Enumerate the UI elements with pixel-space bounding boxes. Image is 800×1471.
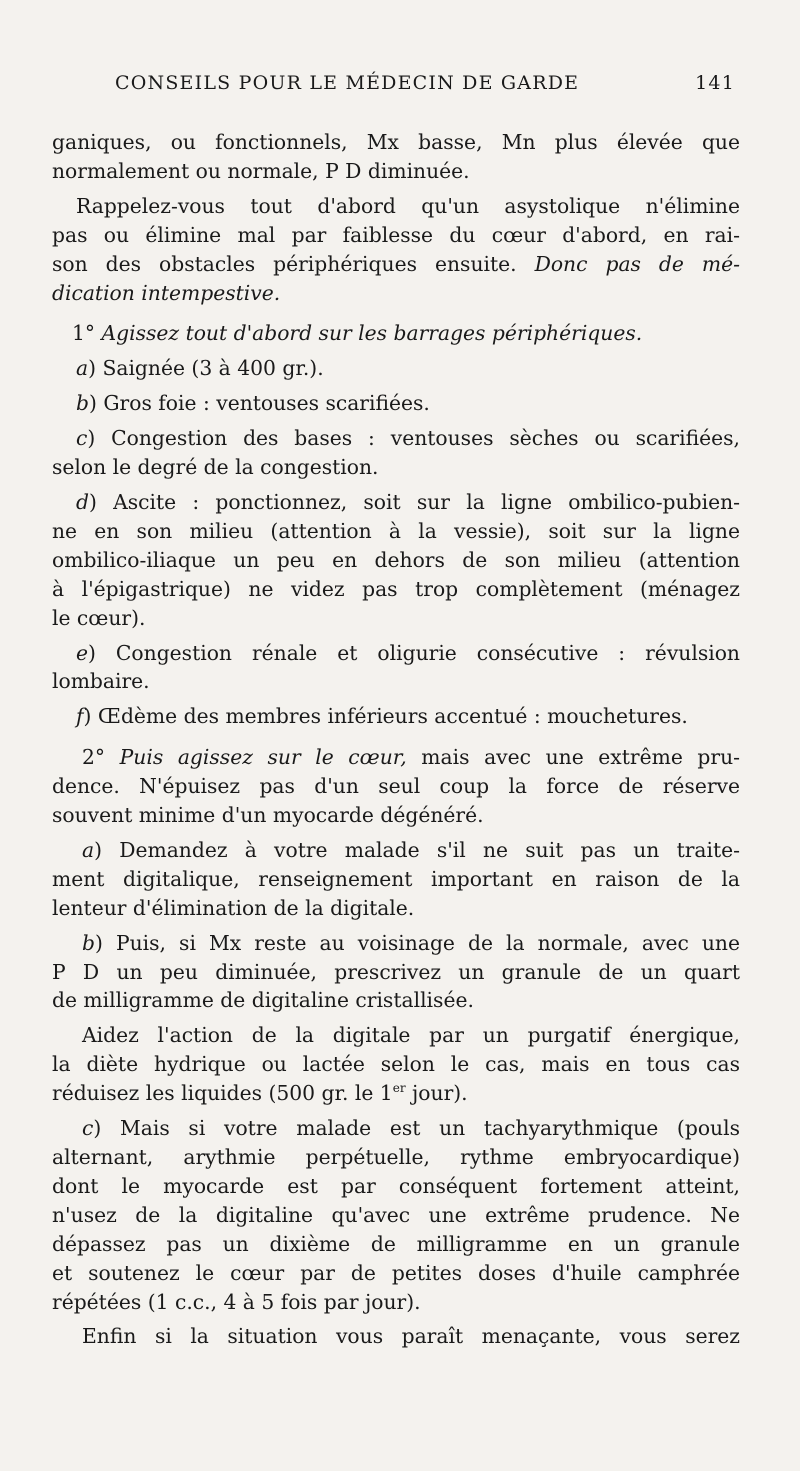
text-run: Aidez l'action de la digitale par un purgatif énergique, [82, 1023, 740, 1048]
paragraph [52, 702, 740, 731]
paragraph [52, 424, 740, 482]
paragraph [52, 128, 740, 186]
text-line [52, 221, 740, 250]
paragraph [52, 488, 740, 633]
text-line [52, 453, 740, 482]
italic-text: Puis agissez sur le cœur, [119, 745, 407, 770]
text-line [52, 424, 740, 453]
paragraph [52, 389, 740, 418]
text-line [52, 865, 740, 894]
text-run: souvent minime d'un myocarde dégénéré. [52, 803, 484, 828]
text-run: le cœur). [52, 605, 146, 630]
text-run: dont le myocarde est par conséquent fortement atteint, [52, 1173, 740, 1198]
text-line [52, 958, 740, 987]
text-run: n'usez de la digitaline qu'avec une extrême prudence. Ne [52, 1202, 740, 1227]
text-run: ombilico-iliaque un peu en dehors de son milieu (attention [52, 547, 740, 572]
running-header [115, 72, 735, 94]
italic-text: b [76, 391, 89, 416]
text-line [52, 1172, 740, 1201]
text-run: ganiques, ou fonctionnels, Mx basse, Mn plus élevée que [52, 130, 740, 154]
text-run: ) Mais si votre malade est un tachyarythmique (pouls [93, 1116, 740, 1141]
text-line [52, 702, 740, 731]
text-run: à l'épigastrique) ne videz pas trop complètement (ménagez [52, 576, 740, 601]
text-run: alternant, arythmie perpétuelle, rythme embryocardique) [52, 1145, 740, 1169]
italic-text: f [76, 704, 84, 729]
text-line [52, 1259, 740, 1288]
paragraph [52, 1021, 740, 1108]
text-run: et soutenez le cœur par de petites doses d'huile camphrée [52, 1260, 740, 1285]
text-run: 1° [72, 321, 102, 346]
paragraph [52, 743, 740, 830]
text-line [52, 1021, 740, 1050]
text-run: ) Saignée (3 à 400 gr.). [88, 356, 324, 381]
page-body [52, 128, 740, 1351]
paragraph [52, 192, 740, 308]
text-line [52, 743, 740, 772]
text-line [52, 389, 740, 418]
text-line [52, 639, 740, 668]
text-line [52, 1114, 740, 1143]
text-line [52, 192, 740, 221]
text-run: mais avec une extrême pru- [406, 745, 741, 770]
text-line [52, 894, 740, 923]
section-gap [52, 731, 740, 743]
paragraph [52, 354, 740, 383]
italic-text: e [76, 640, 89, 665]
text-run: dépassez pas un dixième de milligramme en un granule [52, 1231, 740, 1256]
text-run: ) Congestion rénale et oligurie consécutive : révulsion [88, 640, 740, 665]
text-run: la diète hydrique ou lactée selon le cas, mais en tous cas [52, 1052, 740, 1077]
text-line [52, 1288, 740, 1317]
text-line [52, 546, 740, 575]
italic-text: dication intempestive. [52, 280, 281, 305]
italic-text: b [82, 930, 95, 955]
paragraph [52, 639, 740, 697]
text-line [52, 279, 740, 308]
text-line [52, 929, 740, 958]
text-run: ) Œdème des membres inférieurs accentué : mouchetures. [83, 704, 688, 729]
italic-text: d [76, 489, 89, 514]
text-line [52, 1050, 740, 1079]
text-line [52, 319, 740, 348]
superscript: er [392, 1081, 406, 1096]
text-line [52, 986, 740, 1015]
text-run: ment digitalique, renseignement important en raison de la [52, 866, 740, 891]
paragraph [52, 836, 740, 923]
section-gap [52, 307, 740, 319]
text-run: Enfin si la situation vous paraît menaçante, vous serez [82, 1324, 740, 1349]
paragraph [52, 1322, 740, 1351]
text-run: ) Ascite : ponctionnez, soit sur la ligne ombilico-pubien- [88, 489, 740, 514]
text-line [52, 604, 740, 633]
text-run: 2° [82, 745, 120, 770]
italic-text: c [76, 426, 88, 451]
text-line [52, 667, 740, 696]
text-run: selon le degré de la congestion. [52, 455, 379, 480]
text-run: lombaire. [52, 669, 150, 694]
text-run: ne en son milieu (attention à la vessie), soit sur la ligne [52, 518, 740, 543]
paragraph [52, 929, 740, 1016]
text-line [52, 354, 740, 383]
text-run: pas ou élimine mal par faiblesse du cœur d'abord, en rai- [52, 222, 740, 247]
running-title: CONSEILS POUR LE MÉDECIN DE GARDE [115, 72, 580, 94]
text-run: ) Puis, si Mx reste au voisinage de la normale, avec une [94, 930, 740, 955]
text-line [52, 836, 740, 865]
text-line [52, 157, 740, 186]
text-line [52, 250, 740, 279]
text-line [52, 1143, 740, 1172]
paragraph [52, 1114, 740, 1316]
text-run: de milligramme de digitaline cristallisée. [52, 988, 474, 1013]
page-number: 141 [695, 72, 735, 94]
text-run: jour). [405, 1081, 468, 1106]
text-run: normalement ou normale, P D diminuée. [52, 158, 470, 183]
text-line [52, 1079, 740, 1108]
text-line [52, 1230, 740, 1259]
text-run: ) Gros foie : ventouses scarifiées. [88, 391, 430, 416]
text-line [52, 575, 740, 604]
text-line [52, 128, 740, 157]
text-line [52, 1201, 740, 1230]
text-run: Rappelez-vous tout d'abord qu'un asystolique n'élimine [76, 193, 740, 218]
italic-text: Donc pas de mé- [534, 251, 740, 276]
italic-text: a [76, 356, 89, 381]
text-run: son des obstacles périphériques ensuite. [52, 251, 535, 276]
italic-text: Agissez tout d'abord sur les barrages périphériques. [101, 321, 643, 346]
text-line [52, 488, 740, 517]
italic-text: c [82, 1116, 94, 1141]
text-run: P D un peu diminuée, prescrivez un granule de un quart [52, 959, 740, 984]
text-run: répétées (1 c.c., 4 à 5 fois par jour). [52, 1289, 421, 1314]
text-line [52, 1322, 740, 1351]
text-run: ) Congestion des bases : ventouses sèches ou scarifiées, [87, 426, 740, 451]
text-run: réduisez les liquides (500 gr. le 1 [52, 1081, 393, 1106]
text-run: dence. N'épuisez pas d'un seul coup la force de réserve [52, 774, 740, 799]
italic-text: a [82, 837, 95, 862]
text-line [52, 801, 740, 830]
paragraph [52, 319, 740, 348]
text-run: lenteur d'élimination de la digitale. [52, 895, 415, 920]
text-run: ) Demandez à votre malade s'il ne suit pas un traite- [94, 837, 740, 862]
text-line [52, 517, 740, 546]
text-line [52, 772, 740, 801]
